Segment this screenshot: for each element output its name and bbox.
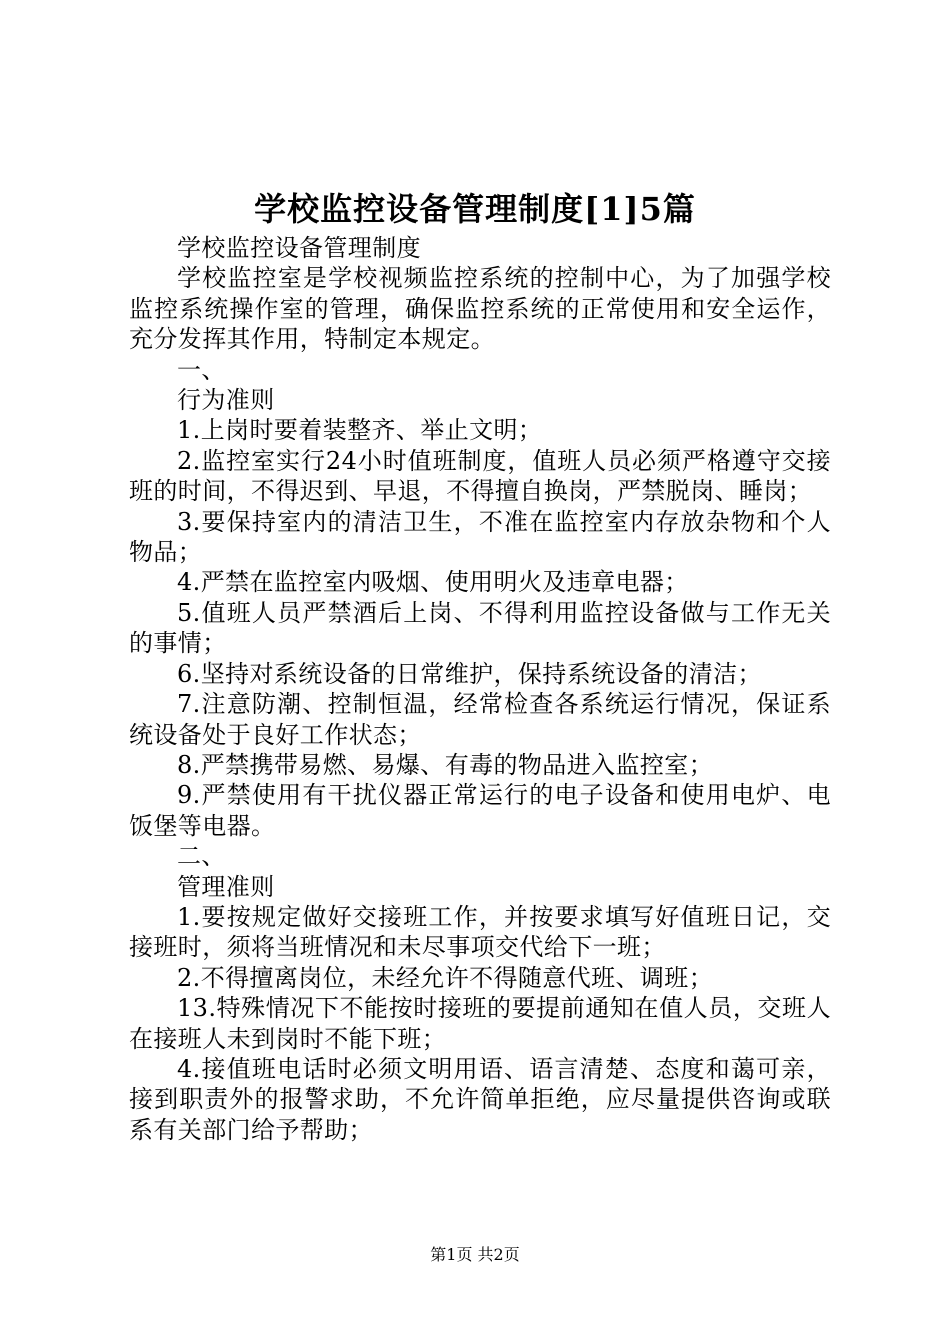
list-item: 13.特殊情况下不能按时接班的要提前通知在值人员，交班人在接班人未到岗时不能下班；: [129, 994, 831, 1053]
list-item: 3.要保持室内的清洁卫生，不准在监控室内存放杂物和个人物品；: [129, 507, 831, 567]
document-title: 学校监控设备管理制度[1]5篇: [254, 190, 696, 228]
list-item: 4.严禁在监控室内吸烟、使用明火及违章电器；: [177, 568, 689, 597]
paragraph-heading: 学校监控设备管理制度: [177, 234, 421, 262]
paragraph: 学校监控室是学校视频监控系统的控制中心，为了加强学校监控系统操作室的管理，确保监控系统的正常使用和安全运作，充分发挥其作用，特制定本规定。: [129, 264, 831, 354]
section-title: 行为准则: [177, 386, 275, 415]
list-item: 4.接值班电话时必须文明用语、语言清楚、态度和蔼可亲，接到职责外的报警求助，不允许简单拒绝，应尽量提供咨询或联系有关部门给予帮助；: [129, 1054, 831, 1144]
section-number: 一、: [177, 355, 226, 384]
document-body: [129, 233, 831, 1145]
list-item: 7.注意防潮、控制恒温，经常检查各系统运行情况，保证系统设备处于良好工作状态；: [129, 690, 831, 749]
section-title: 管理准则: [177, 872, 275, 901]
list-item: 1.要按规定做好交接班工作，并按要求填写好值班日记，交接班时，须将当班情况和未尽事项交代给下一班；: [129, 902, 831, 962]
list-item: 1.上岗时要着装整齐、举止文明；: [177, 416, 543, 445]
section-number: 二、: [177, 842, 226, 871]
list-item: 8.严禁携带易燃、易爆、有毒的物品进入监控室；: [177, 750, 714, 779]
list-item: 5.值班人员严禁酒后上岗、不得利用监控设备做与工作无关的事情；: [129, 598, 831, 658]
list-item: 9.严禁使用有干扰仪器正常运行的电子设备和使用电炉、电饭堡等电器。: [129, 781, 831, 840]
list-item: 2.监控室实行24小时值班制度，值班人员必须严格遵守交接班的时间，不得迟到、早退，不得擅自换岗，严禁脱岗、睡岗；: [129, 446, 831, 506]
page-footer: 第1页 共2页: [430, 1245, 520, 1264]
list-item: 6.坚持对系统设备的日常维护，保持系统设备的清洁；: [177, 659, 762, 688]
list-item: 2.不得擅离岗位，未经允许不得随意代班、调班；: [177, 963, 714, 992]
